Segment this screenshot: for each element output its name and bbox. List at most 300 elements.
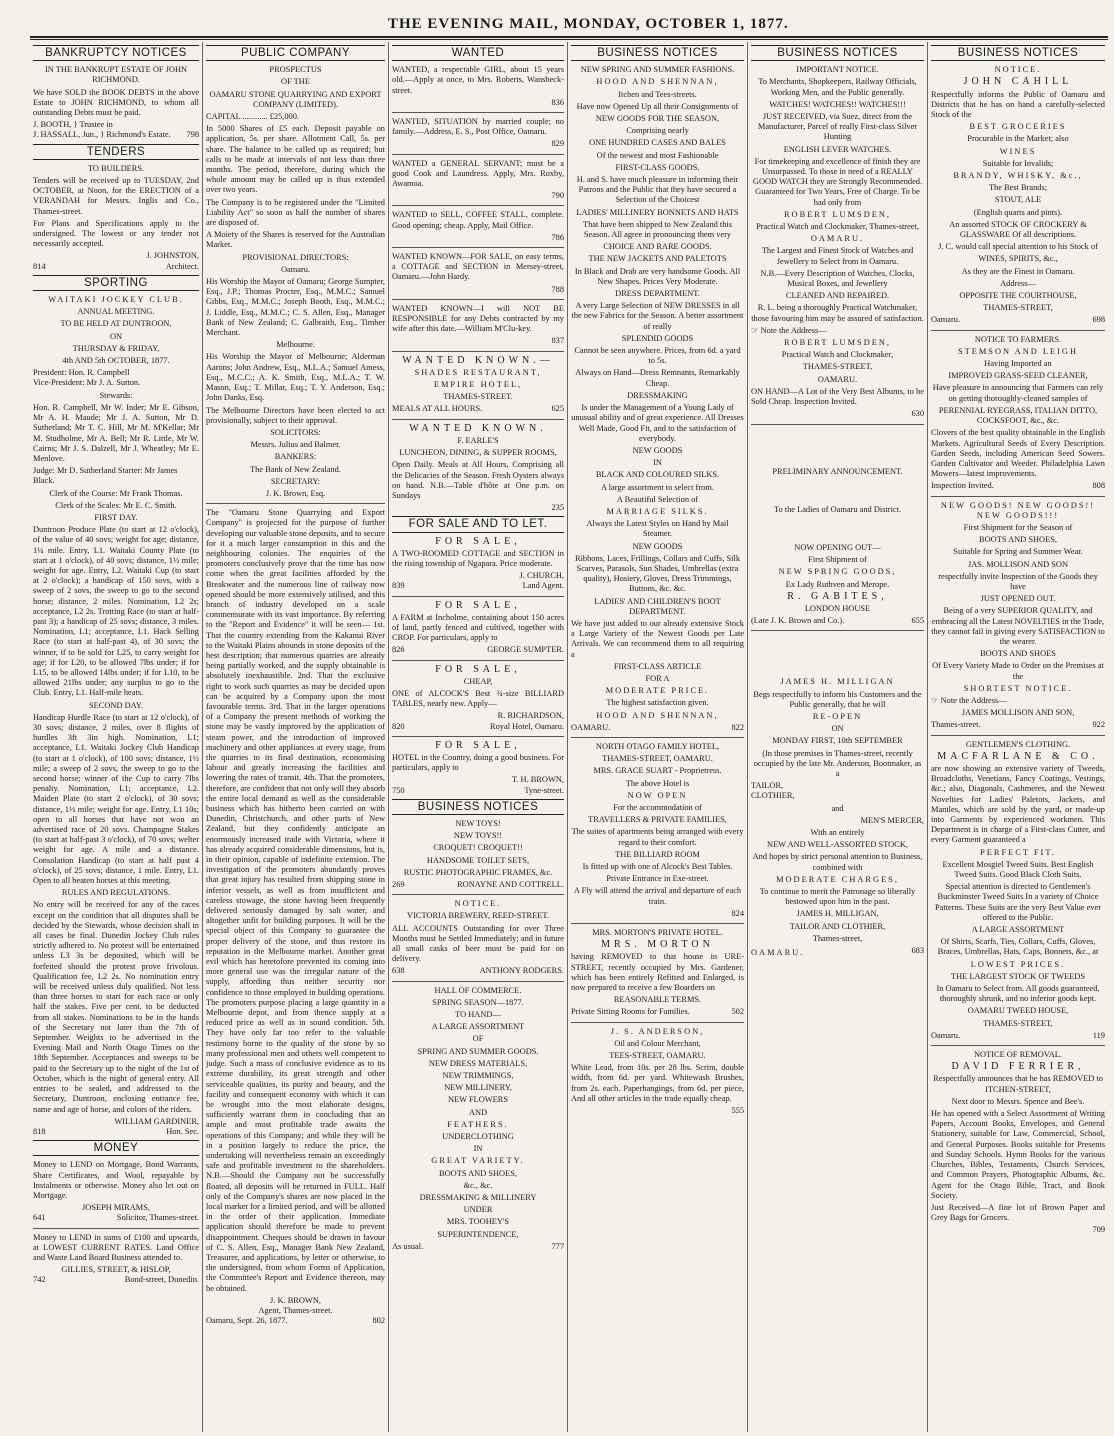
lumsden-name: ROBERT LUMSDEN, [783, 209, 892, 219]
divider [571, 737, 744, 738]
and-text: and [831, 803, 844, 813]
divider [931, 330, 1105, 331]
melbourne-note: The Melbourne Directors have been elected to act provisionally, subject to their approval. [206, 405, 385, 425]
divider [571, 923, 744, 924]
ad-number: 839 [392, 581, 405, 591]
meeting-on: ON [109, 331, 123, 341]
ad-number: 788 [551, 284, 564, 294]
brandy-whisky: BRANDY, WHISKY, &c., [953, 171, 1083, 181]
cahill-row [931, 315, 1105, 325]
hall-in: IN [473, 1144, 483, 1154]
wines-spirits: WINES, SPIRITS, &c., [978, 254, 1058, 264]
prospectus-body: The "Oamaru Stone Quarrying and Export Company" is projected for the purpose of further developing our valuable stone deposits, and to secure for it a much larger consumption in this and the neighbouring colonies. The enquiries of the promoters conclusively prove that the time has now come when the great facilities afforded by the Breakwater and the numerous line of railway now opened should be more extensively utilised, and this branch of industry developed on a scale commensurate with its vast importance. By referring to the "Report and Evidence" it will be seen— 1st. That the country extending from the Kakanui River to the Waitaki Plains abounds in stone deposits of the best description; that numerous quarries are already being partially worked, and the supply obtainable is absolutely inexhaustible. 2nd. That the exclusive right to work such quarries as may be decided upon can be acquired by a Company upon the most favourable terms. 3rd. That in the larger operations of a Company the present methods of working the stone may be vastly improved by the application of steam power, and the introduction of improved machinery and other appliances at every stage, from the quarries to its final destination, economising labour and greatly increasing the facilities and lowering the rates of transit. 4th. That the promoters, therefore, are confident that not only will they absorb the entire local demand as well as the considerable business which has hitherto been carried on with Dunedin, Christchurch, and other parts of New Zealand, but they confidently anticipate an enormously increased trade with Victoria, where it has already acquired considerable dimensions, but is, in their opinion, capable of indefinite extension. The investigation of the promoters abundantly proves that great injury has resulted from shipping stone in inferior vessels, as well as from insufficient and careless stowage, the stone having been frequently delivered seriously damaged by salt water, and altogether unfit for building purposes. It will be the special object of this Company to guarantee the proper delivery of the stone, and thus restore its reputation in the Melbourne market. Another great evil which has heretofore prevented its coming into more general use was the irregular nature of the supply, affording thus neither security nor confidence to those employed in building operations. The promoters purpose placing a large quantity in a Melbourne depot, and from thence supply at a reduced price as well as in sound condition. 5th. They have only far too refer to the valuable testimony borne to the quality of the stone by so many professional men and others well competent to judge. Such a mass of conclusive evidence as to its extreme durability, its great strength and other serviceable qualities, its purity and beauty, and the facility and consequent economy with which it can be wrought into the most elaborate designs, sufficiently warrant them in concluding that an ample and most profitable trade awaits the operations of this Company; and while they will be in a position largely to reduce the price, the undertaking will nevertheless remain an exceedingly safe and profitable investment to the shareholders. N.B.—Should the Company not be successfully floated, all deposits will be returned in FULL. Half only of the Company's shares are now placed in the local market for a limited period, and will be allotted in the order of their application. Immediate application should therefore be made to prevent disappointment. Cheques should be drawn in favour of C. S. Allen, Esq., Manager Bank New Zealand, Treasurer, and applications, by letter or otherwise, to the undersigned, from whom Forms of Application, the Committee's Report and Evidence thereon, may be obtained. [206, 508, 385, 1293]
shipped-text: That have been shipped to New Zealand this Season. All agree in pronouncing them very [582, 219, 733, 240]
wanted-ad-3: WANTED a GENERAL SERVANT; must be a good Cook and Laundress. Apply, Mrs. Roxby, Awamoa. [392, 158, 564, 189]
sale-3-heading: FOR SALE, [435, 663, 521, 675]
silks-text: A large assortment to select from. [601, 482, 714, 492]
sale-4-row [392, 786, 564, 796]
splendid-goods: SPLENDID GOODS [621, 333, 694, 343]
oamaru-text: OAMARU. [751, 948, 805, 957]
to-merchants: To Merchants, Shopkeepers, Railway Officials, Working Men, and the Public generally. [758, 77, 917, 97]
cahill-intro: Respectfully informs the Public of Oamaru and Districts that he has on hand a carefully-selected Stock of the [931, 89, 1105, 120]
for-a: FOR A [645, 673, 670, 683]
clothing-heading: GENTLEMEN'S CLOTHING. [965, 739, 1071, 749]
tenders-signature-row [33, 262, 199, 272]
brewery-row [392, 966, 564, 976]
perfect-fit: PERFECT FIT. [980, 847, 1056, 857]
wanted-ad-7-heading: WANTED KNOWN.— [402, 354, 554, 366]
spacer [751, 479, 924, 503]
earle-rooms: LUNCHEON, DINING, & SUPPER ROOMS, [399, 448, 557, 458]
sale-2-signature: GEORGE SUMPTER. [487, 645, 564, 655]
notice-heading: NOTICE. [994, 65, 1042, 75]
hotel-above: The above Hotel is [625, 778, 690, 788]
money-ad-1-role: Solicitor, Thames-street. [116, 1213, 199, 1223]
invalids: Suitable for Invalids; [982, 158, 1054, 168]
hall-and: AND [468, 1107, 488, 1117]
bankers: The Bank of New Zealand. [250, 464, 341, 474]
new-goods-2: NEW GOODS [632, 541, 683, 551]
ad-number: 709 [1092, 1225, 1105, 1235]
ad-number: 269 [392, 880, 405, 889]
sale-3-role: Royal Hotel, Oamaru. [490, 721, 564, 731]
section-header-business: BUSINESS NOTICES [571, 45, 744, 61]
stemson-leigh: STEMSON AND LEIGH [957, 346, 1079, 356]
estate-signature-2: J. HASSALL, Jun., } Richmond's Estate. [33, 130, 171, 140]
tweed-suits: Excellent Mosgiel Tweed Suits. Best English Tweed Suits. Good Black Cloth Suits. [942, 859, 1094, 880]
late-brown: (Late J. K. Brown and Co.). [751, 616, 845, 626]
hall-goods: SPRING AND SUMMER GOODS. [417, 1046, 539, 1056]
sale-1-row [392, 581, 564, 591]
just-received-text: Just Received—A fine lot of Brown Paper and Grey Bags for Grocers. [931, 1202, 1105, 1223]
lumsden-trade: Practical Watch and Clockmaker, Thames-street, [756, 222, 919, 232]
rules-signature: WILLIAM GARDINER, [114, 1116, 199, 1126]
ad-number: 837 [551, 336, 564, 346]
hall-season: SPRING SEASON—1877. [432, 997, 524, 1007]
sale-2-heading: FOR SALE, [435, 599, 521, 611]
boot-department: LADIES' AND CHILDREN'S BOOT DEPARTMENT. [594, 596, 721, 616]
column-business-2 [747, 42, 927, 1432]
boot-text: We have just added to our already extensive Stock a Large Variety of the Newest Goods per Late Arrivals. We can recommend them to all requiring a [571, 618, 744, 659]
entirely: With an entirely [810, 827, 865, 837]
meeting-days: THURSDAY & FRIDAY, [72, 343, 160, 353]
prospectus-signature-role: Agent, Thames-street. [258, 1305, 333, 1315]
note-address: ☞ Note the Address— [751, 325, 827, 335]
secretary-heading: SECRETARY: [270, 476, 321, 486]
meeting-dates: 4th AND 5th OCTOBER, 1877. [62, 356, 170, 366]
spring-goods: NEW SPRING GOODS, [778, 567, 897, 577]
made-to-order: Of Every Variety Made to Order on the Premises at the [932, 661, 1104, 681]
monday-first: MONDAY FIRST, 10th SEPTEMBER [772, 736, 903, 746]
directors-melbourne: His Worship the Mayor of Melbourne; Alderman Aarons; John Andrew, Esq., M.L.A.; Samuel Amess, Esq., M.C.C.; A. K. Smith, Esq., M.L.A.; T. W. Mason, Esq.; T. Millar, Esq.; T. Y. Anderson, Esq.; John Danks, Esq. [206, 352, 385, 403]
section-header-tenders: TENDERS [33, 144, 199, 160]
directors-oamaru: His Worship the Mayor of Oamaru; George Sumpter, Esq., J.P.; Thomas Procter, Esq., M.M.C.; Samuel Gibbs, Esq., M.M.C.; Joseph Booth, Esq., M.M.C.; J. Liddle, Esq., M.M.C.; C. S. Allen, Esq., Manager Bank of New Zealand; C. Galbraith, Esq., Timber Merchant. [206, 277, 385, 338]
ad-number: 790 [551, 191, 564, 201]
lumsden-name-2: ROBERT LUMSDEN, [783, 338, 892, 348]
hotel-suites: The suites of apartments being arranged with every regard to their comfort. [571, 827, 744, 847]
section-header-business: BUSINESS NOTICES [751, 45, 924, 61]
hopes-text: And hopes by strict personal attention to Business, combined with [752, 852, 923, 872]
hall-dress: NEW DRESS MATERIALS, [428, 1058, 528, 1068]
tenders-to: TO BUILDERS. [87, 163, 145, 173]
shortest-notice: SHORTEST NOTICE. [963, 683, 1073, 693]
sale-3-cheap: CHEAP, [463, 676, 493, 686]
morton-sitting-rooms: Private Sitting Rooms for Families. [571, 1007, 690, 1017]
money-ad-1-signature: JOSEPH MIRAMS, [82, 1203, 150, 1213]
column-business-1 [567, 42, 747, 1432]
column-public-company [202, 42, 388, 1432]
oamaru-text: Oamaru. [931, 315, 961, 325]
hotel-heading: NORTH OTAGO FAMILY HOTEL, [595, 741, 720, 751]
tweed-house: OAMARU TWEED HOUSE, [967, 1006, 1069, 1016]
capital: CAPITAL ............ £25,000. [206, 112, 300, 122]
divider [931, 735, 1105, 736]
hall-assortment: A LARGE ASSORTMENT [431, 1022, 525, 1032]
clovers-text: Clovers of the best quality obtainable in the English Markets. Agricultural Seeds of Every Description. Garden Seeds, including American Seed Sowers. Garden Cultivator and Weeder. Philadelphia Lawn Mowers—latest improvements. [931, 428, 1105, 479]
private-entrance: Private Entrance in Exe-street. [606, 874, 709, 884]
earle-name: F. EARLE'S [457, 435, 499, 445]
dressmaking-text: Is under the Management of a Young Lady of unusual ability and of great experience. All Dresses Well Made, Good Fit, and to the satisfaction of everybody. [571, 403, 744, 443]
albums-text: ON HAND—A Lot of the Very Best Albums, to be Sold Cheap. Inspection Invited. [751, 386, 924, 407]
hotel-street: THAMES-STREET. [443, 392, 513, 402]
removed-text: Respectfully announces that he has REMOVED to ITCHEN-STREET, [933, 1074, 1103, 1094]
note-address: ☞ Note the Address— [931, 695, 1007, 705]
divider [392, 894, 564, 895]
milligan-signature: JAMES H. MILLIGAN, [796, 909, 879, 919]
ad-number: 555 [731, 1106, 744, 1116]
divider [392, 112, 564, 113]
ad-number: 742 [33, 1275, 46, 1285]
restaurant-name: SHADES RESTAURANT, [414, 367, 542, 377]
money-ad-2-row [33, 1275, 199, 1285]
lumsden-town-2: OAMARU. [817, 374, 858, 384]
column-bankruptcy-sporting [30, 42, 202, 1432]
stewards-list: Hon. R. Campbell, Mr W. Inder; Mr E. Gibson, Mr A. H. Maude; Mr J. A. Sutton, Mr D. Sutherland; Mr T. C. Hill, Mr M. M'Kellar; Mr M. Studholme, Mr A. Bell; Mr R. Little, Mr W. Cairns; Mr J. S. Dalzell, Mr J. Wheatley; Mr E. Menlove. [33, 402, 199, 463]
ad-number: 836 [551, 97, 564, 107]
hotel-address: THAMES-STREET, OAMARU. [602, 754, 713, 764]
sale-2-row [392, 645, 564, 655]
registration-text: The Company is to be registered under the "Limited Liability Act" so soon as half the number of shares are disposed of. [206, 197, 385, 228]
farmers-notice: NOTICE TO FARMERS. [974, 334, 1062, 344]
tweeds-text: In Oamaru to Select from. All goods guaranteed, thoroughly shrunk, and no inferior goods kept. [936, 984, 1100, 1004]
section-header-business: BUSINESS NOTICES [392, 799, 564, 815]
toys-row [392, 880, 564, 890]
wanted-ad-8-heading: WANTED KNOWN. [409, 422, 547, 434]
london-house: LONDON HOUSE [804, 603, 871, 613]
on-text: ON [831, 724, 844, 734]
oamaru-text: Oamaru. [931, 1030, 961, 1040]
remnants-text: Always on Hand—Dress Remnants, Remarkably Cheap. [575, 368, 740, 388]
sale-1-role: Land Agent. [522, 581, 564, 591]
thames-street-2: THAMES-STREET, [983, 1018, 1053, 1028]
croquet-line: CROQUET! CROQUET!! [433, 843, 523, 853]
crockery-stock: An assorted STOCK OF CROCKERY & GLASSWARE Of all descriptions. [949, 219, 1087, 240]
patronage-text: To continue to merit the Patronage so liberally bestowed upon him in the past. [759, 886, 916, 907]
ad-number: 638 [392, 966, 405, 976]
section-header-sporting: SPORTING [33, 275, 199, 291]
morton-heading: MRS. MORTON'S PRIVATE HOTEL. [592, 928, 723, 938]
estate-heading: IN THE BANKRUPT ESTATE OF JOHN RICHMOND. [44, 65, 188, 85]
tailor-clothier: TAILOR AND CLOTHIER, [789, 921, 886, 931]
ad-number: 641 [33, 1213, 46, 1223]
solicitors: Messrs. Julius and Balmer. [250, 440, 341, 450]
ladies-oamaru: To the Ladies of Oamaru and District. [773, 504, 902, 514]
ad-number: 777 [551, 1241, 564, 1251]
ad-number: 820 [392, 721, 405, 731]
hs-pleasure: H. and S. have much pleasure in informing their Patrons and the Public that they have secured a Selection of the Choicest [576, 175, 739, 205]
buckminster-text: Special attention is directed to Gentlemen's Buckminster Tweed Suits In a variety of Choice Patterns. These Suits are the very Best Value ever offered to the Public. [935, 882, 1101, 922]
sale-1-heading: FOR SALE, [435, 535, 521, 547]
macfarlane-name: MACFARLANE & CO. [937, 750, 1099, 762]
money-ad-2-signature: GILLIES, STREET, & HISLOP, [61, 1265, 171, 1275]
wines: WINES [999, 146, 1037, 156]
rl-text: R. L. being a thoroughly Practical Watchmaker, those favouring him may be assured of satisfaction. [751, 303, 924, 323]
boots-shoes-2: BOOTS AND SHOES [980, 649, 1056, 659]
prospectus-heading: PROSPECTUS [269, 65, 322, 75]
ferrier-name: DAVID FERRIER, [951, 1061, 1085, 1073]
clerk-scales: Clerk of the Scales: Mr E. C. Smith. [55, 500, 177, 510]
masthead-rule [30, 36, 1108, 38]
sale-4-signature: T. H. BROWN, [511, 775, 564, 785]
hotel-name: EMPIRE HOTEL, [433, 380, 523, 390]
stout-ale: STOUT, ALE [994, 195, 1042, 205]
anderson-prices: White Lead, from 10s. per 28 lbs. Scrim, double width, from 6d. per yard. Whitewash Brushes, from 2s. each. Paperhangings, from 6d. per piece, And all other articles in the trade equally cheap. [571, 1063, 744, 1103]
first-day-heading: FIRST DAY. [94, 512, 138, 522]
lumsden-trade-2: Practical Watch and Clockmaker, [781, 350, 894, 360]
anderson-name: J. S. ANDERSON, [610, 1026, 705, 1036]
ad-number: 750 [392, 785, 405, 795]
timekeeping-text: For timekeeping and excellence of finish they are Unsurpassed. To those in need of a REALLY GOOD WATCH they are Strongly Recommended. Guaranteed for Two Years, Free of Charge. To be had only from [752, 156, 923, 207]
president: President: Hon. R. Campbell [33, 368, 130, 378]
wanted-ad-6: WANTED KNOWN—I will NOT BE RESPONSIBLE for any Debts contracted by my wife after this date.—William M'Clu-key. [392, 303, 564, 334]
sale-4-heading: FOR SALE, [435, 739, 521, 751]
judge-starter: Judge: Mr D. Sutherland Starter: Mr James Black. [33, 466, 178, 486]
moderate-price: MODERATE PRICE. [605, 686, 710, 696]
divider [751, 630, 924, 631]
ad-number: 808 [1092, 481, 1105, 491]
hood-shennan-town: OAMARU. [571, 722, 611, 732]
hall-heading: HALL OF COMMERCE. [434, 985, 522, 995]
having-imported: Having Imported an [984, 359, 1052, 369]
hall-underclothing: UNDERCLOTHING [442, 1132, 514, 1142]
masthead-rule-thin [30, 39, 1108, 40]
stewards-heading: Stewards: [99, 390, 133, 400]
spacer [751, 517, 924, 541]
newest-fashionable: Of the newest and most Fashionable [596, 150, 719, 160]
hall-dressmaking: DRESSMAKING & MILLINERY [419, 1193, 537, 1203]
lumsden-street: THAMES-STREET, [802, 362, 873, 372]
section-header-wanted: WANTED [392, 45, 564, 61]
tenders-text: Tenders will be received up to TUESDAY, 2nd OCTOBER, at Noon, for the ERECTION of a VERANDAH for Messrs. Inglis and Co., Thames-street. [33, 176, 199, 216]
first-shipment: First Shipment for the Season of [963, 522, 1073, 532]
estate-signature-1: J. BOOTH, } Trustee in [33, 120, 113, 130]
rules-signature-row [33, 1127, 199, 1137]
wanted-ad-4: WANTED to SELL, COFFEE STALL, complete. Good opening; cheap. Apply, Mail Office. [392, 210, 564, 230]
divider [392, 736, 564, 737]
farmers-text: Have pleasure in announcing that Farmers can rely on getting thoroughly-cleaned samples of [932, 383, 1104, 403]
money-ad-2: Money to LEND in sums of £100 and upwards, at LOWEST CURRENT RATES. Land Office and Waste Land Board Business attended to. [33, 1232, 199, 1262]
address-label: Address— [1000, 278, 1036, 288]
fashions-heading: NEW SPRING AND SUMMER FASHIONS. [580, 65, 735, 75]
first-class-goods: FIRST-CLASS GOODS. [615, 162, 700, 172]
inspection-invited: Inspection Invited. [931, 481, 994, 491]
removal-notice: NOTICE OF REMOVAL. [973, 1050, 1063, 1060]
prospectus-signature: J. K. BROWN, [270, 1295, 321, 1305]
earle-text: Open Daily. Meals at All Hours, Comprising all the Delicacies of the Season. Fresh Oysters always on hand. N.B.—Table d'hôte at One p.m. on Sundays [392, 460, 564, 500]
section-header-for-sale: FOR SALE AND TO LET. [392, 516, 564, 532]
divider [751, 424, 924, 425]
club-name: WAITAKI JOCKEY CLUB. [48, 295, 184, 305]
hood-shennan-row [571, 723, 744, 733]
brewery-signature: ANTHONY RODGERS. [479, 966, 564, 976]
mollison-street: Thames-street. [931, 720, 981, 730]
hundred-cases: ONE HUNDRED CASES AND BALES [589, 138, 726, 148]
lumsden-town: OAMARU. [810, 234, 865, 244]
section-header-public-company: PUBLIC COMPANY [206, 45, 385, 61]
ryegrass: PERENNIAL RYEGRASS, ITALIAN DITTO, COCKSFOOT, &c., &c. [938, 405, 1098, 426]
ad-number: 655 [911, 616, 924, 626]
seed-cleaner: IMPROVED GRASS-SEED CLEANER, [948, 371, 1088, 381]
divider [392, 351, 564, 352]
hall-row [392, 1242, 564, 1252]
shirts-text: Of Shirts, Scarfs, Ties, Collars, Cuffs, Gloves, Braces, Umbrellas, Hats, Caps, Bonnets, &c., at [937, 937, 1099, 957]
money-ad-1-row [33, 1213, 199, 1223]
thames-street: THAMES-STREET, [983, 303, 1053, 313]
rules-text: No entry will be received for any of the races except on the condition that all disputes shall be decided by the Stewards, whose decision shall in all cases be final. Dunedin Jockey Club rules strictly adhered to. No protest will be entertained unless L3 3s be deposited, which will be forfeited should the protest prove frivolous. Qualification fee, L2 2s. No nomination entry will be received unless duly qualified. Not less than three horses to start for each race or only half the stakes. Five per cent. to be deducted from all stakes. Nominations to be in the hands of the Secretary not later than the 7th of September. Weights to be advertised in the Evening Mail and North Otago Times on the 18th September. Acceptances and sweeps to be paid to the Secretary up to the night of the 1st of October, which is the night of general entry. All entries to be sealed, and addressed to the Secretary, Duntroon, enclosing entrance fee, name and age of horse, and colors of the riders. [33, 900, 199, 1114]
premises-text: (In those premises in Thames-street, recently occupied by the late Mr. Anderson, Bootmaker, as a [753, 748, 922, 778]
cleaned-repaired: CLEANED AND REPAIRED. [785, 291, 890, 301]
stationery-text: He has opened with a Select Assortment of Writing Papers, Account Books, Envelopes, and General Stationery, suitable for Law, Commercial, School, and General Purposes. Books suitable for Presents and Sunday Schools. Hymn Books for the various Churches, Bibles, Testaments, Church Services, and Common Prayers, Photographic Albums, &c. Agent for the Otago Bible, Tract, and Book Society. [931, 1109, 1105, 1200]
dress-text: A very Large Selection of NEW DRESSES in all the new Fabrics for the Season. A better assortment of really [571, 301, 744, 331]
toys-line: NEW TOYS!! [453, 831, 503, 841]
hall-to-hand: TO HAND— [455, 1010, 501, 1020]
latest-styles: Always the Latest Styles on Hand by Mail Steamer. [586, 519, 729, 539]
fly-text: A Fly will attend the arrival and departure of each train. [573, 886, 742, 906]
tweed-row [931, 1031, 1105, 1041]
section-header-bankruptcy: BANKRUPTCY NOTICES [33, 45, 199, 61]
gabites-name: R. GABITES, [787, 590, 888, 602]
section-header-business: BUSINESS NOTICES [931, 45, 1105, 61]
spacer [751, 635, 924, 675]
ad-number: 814 [33, 261, 46, 271]
rules-role: Hon. Sec. [166, 1126, 199, 1136]
ad-number: 119 [1092, 1030, 1105, 1040]
spring-summer-wear: Suitable for Spring and Summer Wear. [953, 547, 1083, 557]
boots-shoes: BOOTS AND SHOES, [979, 535, 1057, 545]
hotel-travellers: TRAVELLERS & PRIVATE FAMILIES, [588, 815, 727, 825]
estate-text: We have SOLD the BOOK DEBTS in the above Estate to JOHN RICHMOND, to whom all outstanding Debts must be paid. [33, 87, 199, 118]
divider [392, 247, 564, 248]
choice-goods: CHOICE AND RARE GOODS. [603, 242, 712, 252]
page-columns [30, 42, 1108, 1432]
jackets-text: In Black and Drab are very handsome Goods. All New Shapes. Prices Very Moderate. [574, 266, 741, 286]
rules-heading: RULES AND REGULATIONS. [61, 888, 171, 898]
just-received: JUST RECEIVED, via Suez, direct from the Manufacturer, Parcel of really First-class Silver Hunting [757, 112, 918, 142]
hall-etc: &c., &c. [463, 1180, 493, 1190]
hall-boots: BOOTS AND SHOES, [439, 1168, 517, 1178]
jackets-heading: THE NEW JACKETS AND PALETOTS [588, 254, 727, 264]
now-opening: NOW OPENING OUT— [794, 542, 881, 552]
hall-trimmings: NEW TRIMMINGS, [442, 1071, 514, 1081]
morton-text: having REMOVED to that house in URE-STREET, recently occupied by Mrs. Gardener, which has been entirely Refitted and Enlarged, is now prepared to receive a few Boarders on [571, 952, 744, 993]
hood-shennan-streets: Itchen and Tees-streets. [618, 89, 697, 99]
toys-signature: RONAYNE AND COTTRELL. [457, 880, 564, 889]
hall-superintendence: SUPERINTENDENCE, [437, 1229, 519, 1239]
lever-watches: ENGLISH LEVER WATCHES. [783, 144, 892, 154]
hood-shennan-signature: HOOD AND SHENNAN, [596, 710, 719, 720]
consignments-text: Have now Opened Up all their Consignments of [576, 101, 739, 111]
divider [392, 154, 564, 155]
vice-president: Vice-President: Mr J. A. Sutton. [33, 378, 141, 388]
toys-heading: NEW TOYS! [455, 818, 501, 828]
divider [931, 1045, 1105, 1046]
ad-number: 826 [392, 645, 405, 655]
new-stock: NEW AND WELL-ASSORTED STOCK, [767, 840, 908, 850]
tenders-signature: J. JOHNSTON, [146, 251, 199, 261]
ad-number: 683 [911, 946, 924, 955]
ad-number: 818 [33, 1126, 46, 1136]
sale-3-text: ONE of ALCOCK'S Best ¾-size BILLIARD TABLES, nearly new. Apply— [392, 688, 564, 709]
section-header-money: MONEY [33, 1140, 199, 1156]
ad-number: 802 [372, 1316, 385, 1326]
sale-3-signature: R. RICHARDSON, [497, 711, 564, 721]
best-groceries: BEST GROCERIES [969, 122, 1067, 132]
comprising: Comprising nearly [626, 126, 689, 136]
inspection-row [931, 481, 1105, 491]
directors-melbourne-heading: Melbourne. [276, 340, 315, 350]
ribbons-text: Ribbons, Laces, Frillings, Collars and Cuffs, Silk Scarves, Parasols, Sun Shades, Umbrellas (extra quality), Hosiery, Gloves, Dress Trimmings, Buttons, &c. &c. [574, 553, 741, 594]
hood-shennan-name: HOOD AND SHENNAN, [596, 77, 719, 87]
satisfaction: The highest satisfaction given. [606, 698, 709, 708]
second-day-heading: SECOND DAY. [89, 700, 143, 710]
hall-under: UNDER [463, 1205, 493, 1215]
directors-oamaru-heading: Oamaru. [280, 264, 311, 274]
prospectus-of-the: OF THE [281, 77, 310, 87]
ad-number: 625 [551, 404, 564, 414]
mens-mercer: MEN'S MERCER, [860, 815, 924, 825]
largest-stock: The Largest and Finest Stock of Watches and Jewellery to Select from in Oamaru. [761, 246, 914, 266]
divider [392, 205, 564, 206]
largest-tweeds: THE LARGEST STOCK OF TWEEDS [950, 971, 1085, 981]
hotel-proprietress: MRS. GRACE SUART - Proprietress. [593, 766, 722, 776]
spacer [751, 429, 924, 465]
sale-3-row [392, 722, 564, 732]
frames-line: RUSTIC PHOTOGRAPHIC FRAMES, &c. [403, 867, 553, 877]
divider [392, 419, 564, 420]
divider [392, 660, 564, 661]
first-day-races: Duntroon Produce Plate (to start at 12 o'clock), of the value of 40 sovs; weight for age; distance, 1¼ mile. Entry, L1. Waitaki County Plate (to start at 1 o'clock), of 40 sovs; distance, 1½ mile; weight for age. Entry, L2. Waitaki Cup (to start at 2 o'clock); a handicap of 150 sovs, with a sweep of 2 sovs, the sweep to go to the second horse; distance, 2 miles. Nomination, L2 2s; acceptance, L2 2s. Trotting Race (to start at half-past 3); a handicap of 25 sovs; distance, 3 miles. Nomination, L1; acceptance, L1. Hack Selling Race (to start at half-past 4), of 30 sovs; the winner, if to be sold for L25, to carry weight for age; if for L20, to be allowed 7lbs under; if for L15, to be allowed 14lbs under; if for L10, to be allowed 21lbs under; any surplus to go to the Club. Entry, L1. Half-mile heats. [33, 525, 199, 698]
important-notice: IMPORTANT NOTICE. [796, 65, 879, 75]
notice-heading: NOTICE. [454, 899, 502, 909]
money-ad-2-role: Bond-street, Dunedin. [124, 1275, 199, 1285]
company-name: OAMARU STONE QUARRYING AND EXPORT COMPANY (LIMITED). [209, 89, 382, 109]
in-text: IN [653, 458, 662, 468]
column-business-3 [927, 42, 1108, 1432]
hall-usual: As usual. [392, 1241, 424, 1251]
morton-row [571, 1007, 744, 1017]
new-goods-season: NEW GOODS FOR THE SEASON, [595, 114, 720, 124]
milligan-name: JAMES H. MILLIGAN [780, 677, 895, 687]
ad-number: 698 [1092, 315, 1105, 325]
capital-text: In 5000 Shares of £5 each. Deposit payable on application, 5s. per share. Allotment Call, 5s. per share. The balance to be called up as required; but calls to be made at intervals of not less than three months. The period, therefore, during which the whole amount may be called up is thus extended over two years. [206, 124, 385, 195]
special-attention: J. C. would call special attention to his Stock of [938, 242, 1098, 252]
divider [392, 981, 564, 982]
divider [206, 503, 385, 504]
opposite-courthouse: OPPOSITE THE COURTHOUSE, [959, 291, 1077, 301]
superior-quality: Being of a very SUPERIOR QUALITY, and embracing all the Latest NOVELTIES in the Trade, they cannot fail in giving every SATISFACTION to the wearer. [931, 606, 1105, 646]
ad-number: 822 [731, 722, 744, 732]
divider [392, 596, 564, 597]
